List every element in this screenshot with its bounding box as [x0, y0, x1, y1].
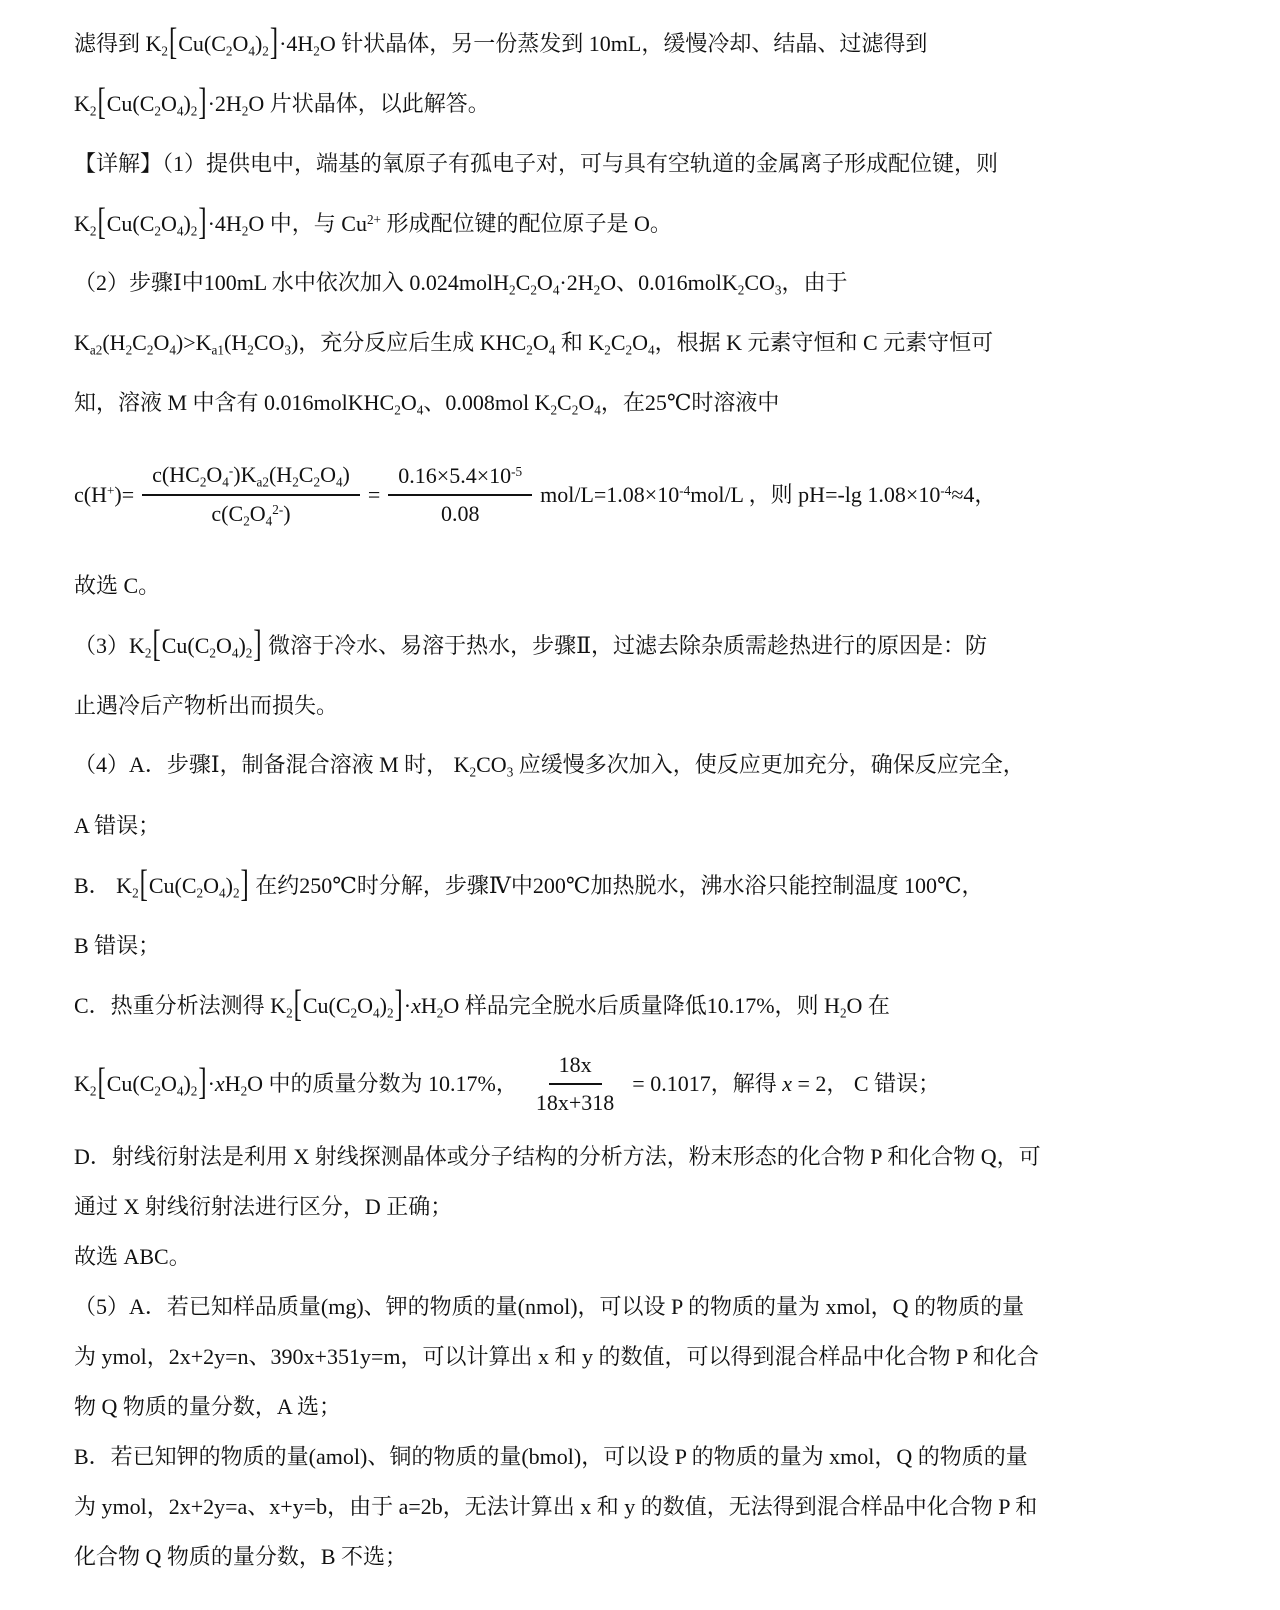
fraction-numerator: 18x	[549, 1050, 602, 1085]
document-content	[74, 14, 1222, 1582]
text-line	[74, 796, 1222, 856]
text-line	[74, 736, 1222, 796]
text-run: = 0.1017，解得 x = 2， C 错误；	[632, 1071, 941, 1097]
text-run: B 错误；	[74, 933, 161, 959]
fraction-denominator: 0.08	[440, 501, 480, 526]
text-run: 滤得到 $K_2[Cu(C_2O_4)_2]\cdot 4H_2O$ 针状晶体，另一份蒸发到 10mL，缓慢冷却、结晶、过滤得到	[74, 21, 928, 64]
text-line	[74, 976, 1222, 1036]
text-line	[74, 1036, 1222, 1132]
text-line	[74, 1182, 1222, 1232]
text-run: 化合物 Q 物质的量分数，B 不选；	[74, 1544, 408, 1570]
text-run: 物 Q 物质的量分数，A 选；	[74, 1394, 342, 1420]
text-line	[74, 254, 1222, 314]
text-line	[74, 1382, 1222, 1432]
text-run: 为 ymol，2x+2y=n、390x+351y=m，可以计算出 x 和 y 的数值，可以得到混合样品中化合物 P 和化合	[74, 1344, 1039, 1370]
text-run: $K_2[Cu(C_2O_4)_2]\cdot 4H_2O$ 中，与 $Cu^{2+}$ 形成配位键的配位原子是 O。	[74, 201, 672, 244]
inline-fraction	[526, 1050, 624, 1117]
text-line	[74, 434, 1222, 556]
text-line	[74, 1432, 1222, 1482]
text-line	[74, 1282, 1222, 1332]
text-line	[74, 1532, 1222, 1582]
text-line	[74, 916, 1222, 976]
text-line	[74, 1332, 1222, 1382]
text-run: $K_{a2}(H_2C_2O_4)>K_{a1}(H_2CO_3)$，充分反应后生成 $KHC_2O_4$ 和 $K_2C_2O_4$，根据 K 元素守恒和 C 元素守恒可	[74, 330, 994, 358]
text-run: $(3)K_2[Cu(C_2O_4)_2]$ 微溶于冷水、易溶于热水，步骤Ⅱ，过滤去除杂质需趁热进行的原因是：防	[74, 623, 988, 666]
text-run: $K_2[Cu(C_2O_4)_2]\cdot 2H_2O$ 片状晶体，以此解答。	[74, 81, 490, 124]
text-line	[74, 194, 1222, 254]
inline-fraction	[388, 461, 532, 528]
text-line	[74, 374, 1222, 434]
text-line	[74, 556, 1222, 616]
text-run: A 错误；	[74, 813, 161, 839]
text-line	[74, 314, 1222, 374]
text-run: $K_2[Cu(C_2O_4)_2]\cdot xH_2O$ 中的质量分数为 10.17%，	[74, 1061, 518, 1104]
text-run: 为 ymol，2x+2y=a、x+y=b，由于 a=2b，无法计算出 x 和 y 的数值，无法得到混合样品中化合物 P 和	[74, 1494, 1038, 1520]
fraction-denominator: $c(C_2O_4^{2-})$	[211, 501, 291, 529]
text-run: C．热重分析法测得 $K_2[Cu(C_2O_4)_2]\cdot xH_2O$ 样品完全脱水后质量降低10.17%，则 $H_2O$ 在	[74, 983, 890, 1026]
fraction-numerator: $0.16\times 5.4\times 10^{-5}$	[388, 461, 532, 496]
text-run: 通过 X 射线衍射法进行区分，D 正确；	[74, 1194, 453, 1220]
inline-fraction	[142, 460, 360, 531]
text-run: c(H+)=	[74, 482, 135, 508]
text-run: =	[367, 482, 381, 508]
text-line	[74, 134, 1222, 194]
text-run: 故选 ABC。	[74, 1244, 191, 1270]
fraction-denominator: 18x+318	[535, 1090, 615, 1115]
text-run: 故选 C。	[74, 573, 161, 599]
text-run: （2）步骤Ⅰ中100mL 水中依次加入 $0.024molH_2C_2O_4\cdot 2H_2O$、$0.016molK_2CO_3$，由于	[74, 270, 848, 298]
text-run: 【详解】（1）提供电中，端基的氧原子有孤电子对，可与具有空轨道的金属离子形成配位键，则	[74, 151, 999, 177]
text-run: B．若已知钾的物质的量(amol)、铜的物质的量(bmol)，可以设 P 的物质的量为 xmol，Q 的物质的量	[74, 1444, 1028, 1470]
text-run: 知，溶液 M 中含有 $0.016molKHC_2O_4$、0.008mol $K_2C_2O_4$，在25℃时溶液中	[74, 390, 780, 418]
text-line	[74, 74, 1222, 134]
text-run: （4）A．步骤Ⅰ，制备混合溶液 M 时， $K_2CO_3$ 应缓慢多次加入，使反应更加充分，确保反应完全，	[74, 752, 1025, 780]
text-line	[74, 856, 1222, 916]
text-run: D．射线衍射法是利用 X 射线探测晶体或分子结构的分析方法，粉末形态的化合物 P 和化合物 Q，可	[74, 1144, 1041, 1170]
text-line	[74, 1132, 1222, 1182]
text-run: 止遇冷后产物析出而损失。	[74, 693, 339, 719]
text-run: B． $K_2[Cu(C_2O_4)_2]$ 在约250℃时分解，步骤Ⅳ中200℃加热脱水，沸水浴只能控制温度 100℃，	[74, 863, 984, 906]
fraction-numerator: $c(HC_2O_4^-)K_{a2}(H_2C_2O_4)$	[142, 460, 360, 496]
text-run: （5）A．若已知样品质量(mg)、钾的物质的量(nmol)，可以设 P 的物质的量为 xmol，Q 的物质的量	[74, 1294, 1025, 1320]
text-line	[74, 616, 1222, 676]
text-line	[74, 14, 1222, 74]
text-run: mol/$L=1.08\times 10^{-4}mol/L$ ，则 pH=-lg $1.08\times 10^{-4}\approx 4$，	[540, 482, 997, 508]
text-line	[74, 1482, 1222, 1532]
text-line	[74, 676, 1222, 736]
text-line	[74, 1232, 1222, 1282]
